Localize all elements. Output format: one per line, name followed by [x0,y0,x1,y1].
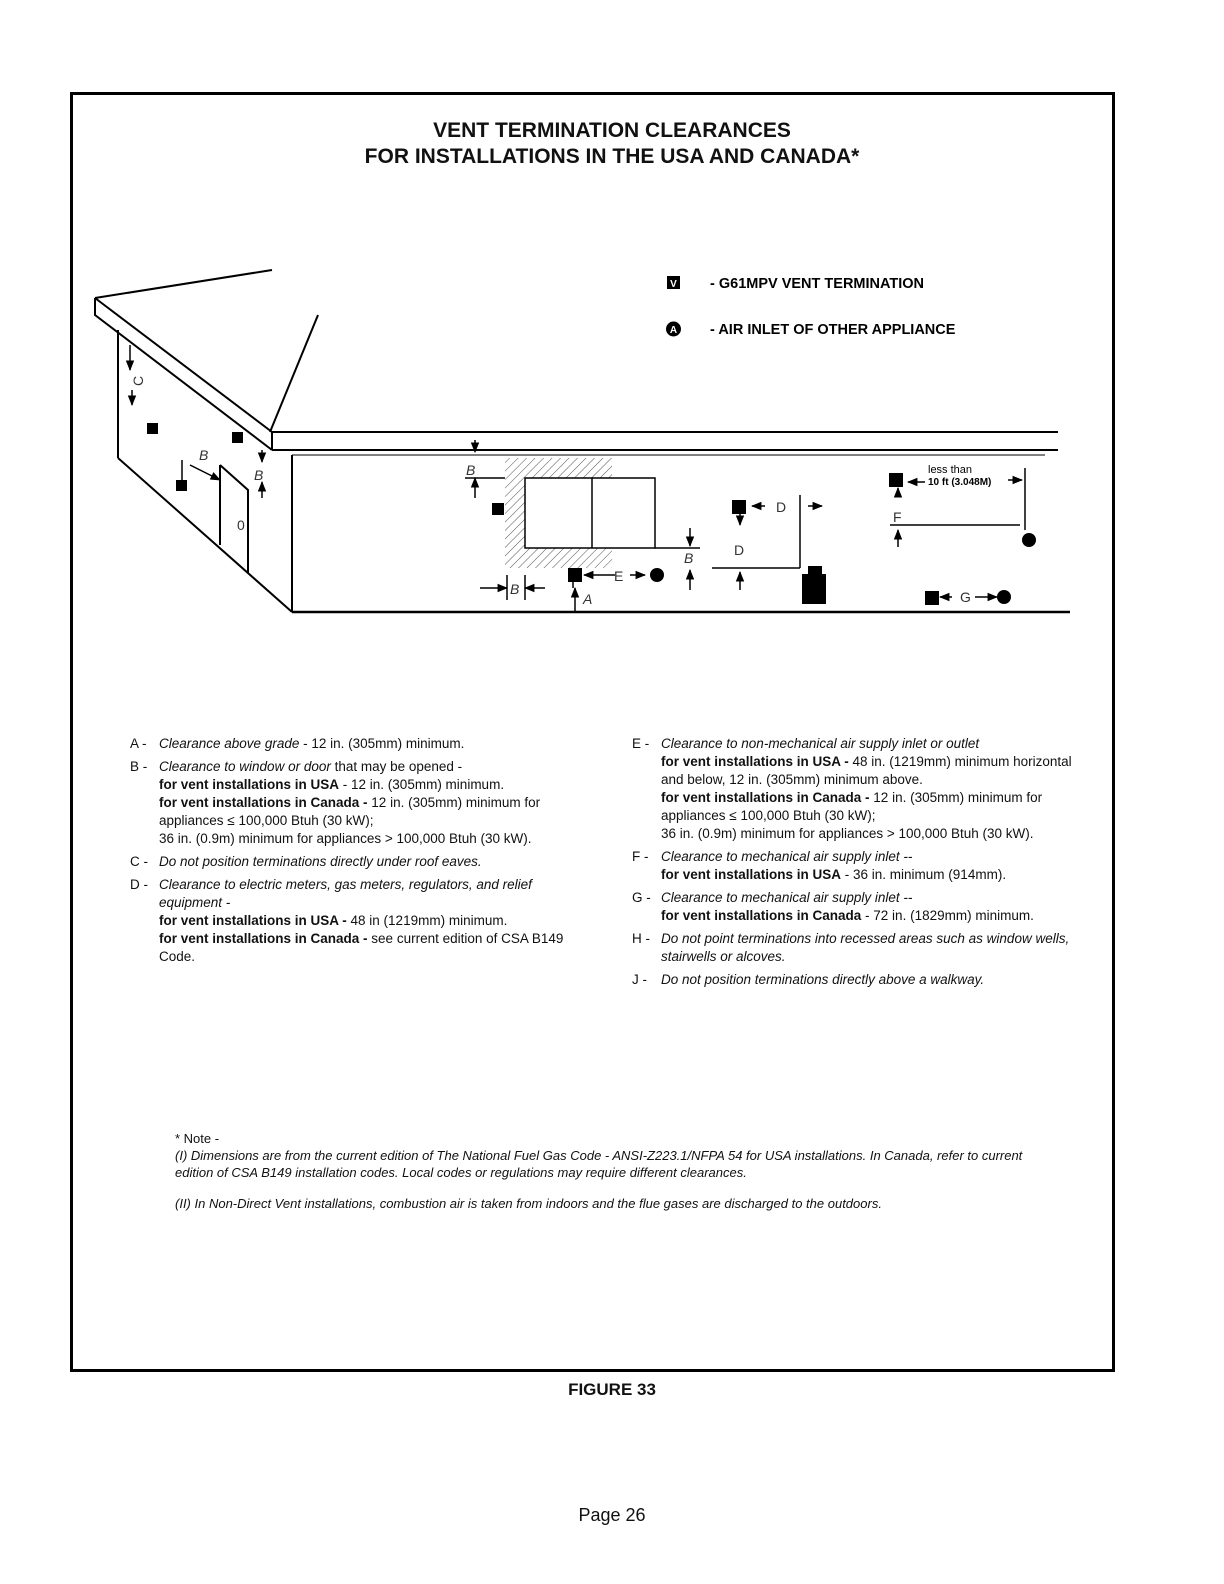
clearance-list-right [632,735,1072,994]
inlet-symbol-3 [997,590,1011,604]
item-a: A - Clearance above grade - 12 in. (305mm) minimum. [130,736,465,751]
vent-symbol-3 [176,480,187,491]
item-h: H - Do not point terminations into recessed areas such as window wells, stairwells or alcoves. [632,931,1070,964]
label-b-5: B [684,550,694,566]
air-inlets [650,322,1036,605]
note-paragraph-2: (II) In Non-Direct Vent installations, combustion air is taken from indoors and the flue gases are discharged to the outdoors. [175,1196,882,1211]
vent-symbol-8 [925,591,939,605]
clearance-list-left [130,735,570,971]
label-c: C [130,375,146,386]
inlet-symbol-1 [650,568,664,582]
vent-symbol-4 [492,503,504,515]
label-b-3: B [466,462,476,478]
label-a: A [583,591,593,607]
item-e: E - Clearance to non-mechanical air supply inlet or outlet for vent installations in USA - 48 in. (1219mm) minimum horizontal and below, 12 in. (305mm) minimum above. for vent installations in Canada - 12 in. (305mm) minimum for appliances ≤ 100,000 Btuh (30 kW); 36 in. (0.9m) minimum for appliances > 100,000 Btuh (30 kW). [632,736,1072,841]
label-f: F [893,509,902,525]
svg-text:V: V [670,279,677,290]
note-heading: * Note - [175,1131,220,1146]
vent-symbol-legend [667,276,680,290]
item-j: J - Do not position terminations directly above a walkway. [632,972,985,987]
vent-symbol-6 [732,500,746,514]
vent-symbol-7 [889,473,903,487]
item-c: C - Do not position terminations directly under roof eaves. [130,854,482,869]
legend-vent-label: - G61MPV VENT TERMINATION [710,276,925,292]
footnote [175,1130,1045,1226]
page-number: Page 26 [578,1505,646,1525]
vent-clearance-diagram [85,258,1085,638]
label-o: 0 [237,517,245,533]
window [505,458,655,568]
title-line-1: VENT TERMINATION CLEARANCES [433,119,791,142]
item-b: B - Clearance to window or door that may be opened - for vent installations in USA - 12 in. (305mm) minimum. for vent installations in Canada - 12 in. (305mm) minimum for appliances ≤ 100,000 Btuh (30 kW); 36 in. (0.9m) minimum for appliances > 100,000 Btuh (30 kW). [130,759,541,846]
inlet-symbol-legend [666,322,681,337]
legend-inlet-label: - AIR INLET OF OTHER APPLIANCE [710,322,956,338]
vent-symbol-5 [568,568,582,582]
item-f: F - Clearance to mechanical air supply inlet -- for vent installations in USA - 36 in. minimum (914mm). [632,849,1007,882]
note-paragraph-1: (I) Dimensions are from the current edition of The National Fuel Gas Code - ANSI-Z223.1/NFPA 54 for USA installations. In Canada, refer to current edition of CSA B149 installation codes. Local codes or regulations may require different clearances. [175,1148,1023,1180]
svg-text:A: A [669,325,678,336]
label-g: G [960,589,971,605]
label-e: E [614,568,624,584]
label-b-4: B [510,581,520,597]
title-line-2: FOR INSTALLATIONS IN THE USA AND CANADA* [364,145,860,168]
label-less-than: less than [928,464,973,476]
item-d: D - Clearance to electric meters, gas meters, regulators, and relief equipment - for vent installations in USA - 48 in (1219mm) minimum. for vent installations in Canada - see current edition of CSA B149 Code. [130,877,564,964]
inlet-symbol-2 [1022,533,1036,547]
item-g: G - Clearance to mechanical air supply inlet -- for vent installations in Canada - 72 in. (1829mm) minimum. [632,890,1034,923]
vent-symbol-2 [232,432,243,443]
vent-symbol-1 [147,423,158,434]
label-d-1: D [776,499,787,515]
label-b-1: B [199,447,209,463]
label-b-2: B [254,467,264,483]
figure-caption: FIGURE 33 [568,1380,656,1399]
meter [800,495,826,604]
label-ten-feet: 10 ft (3.048M) [928,477,992,488]
label-d-2: D [734,542,745,558]
